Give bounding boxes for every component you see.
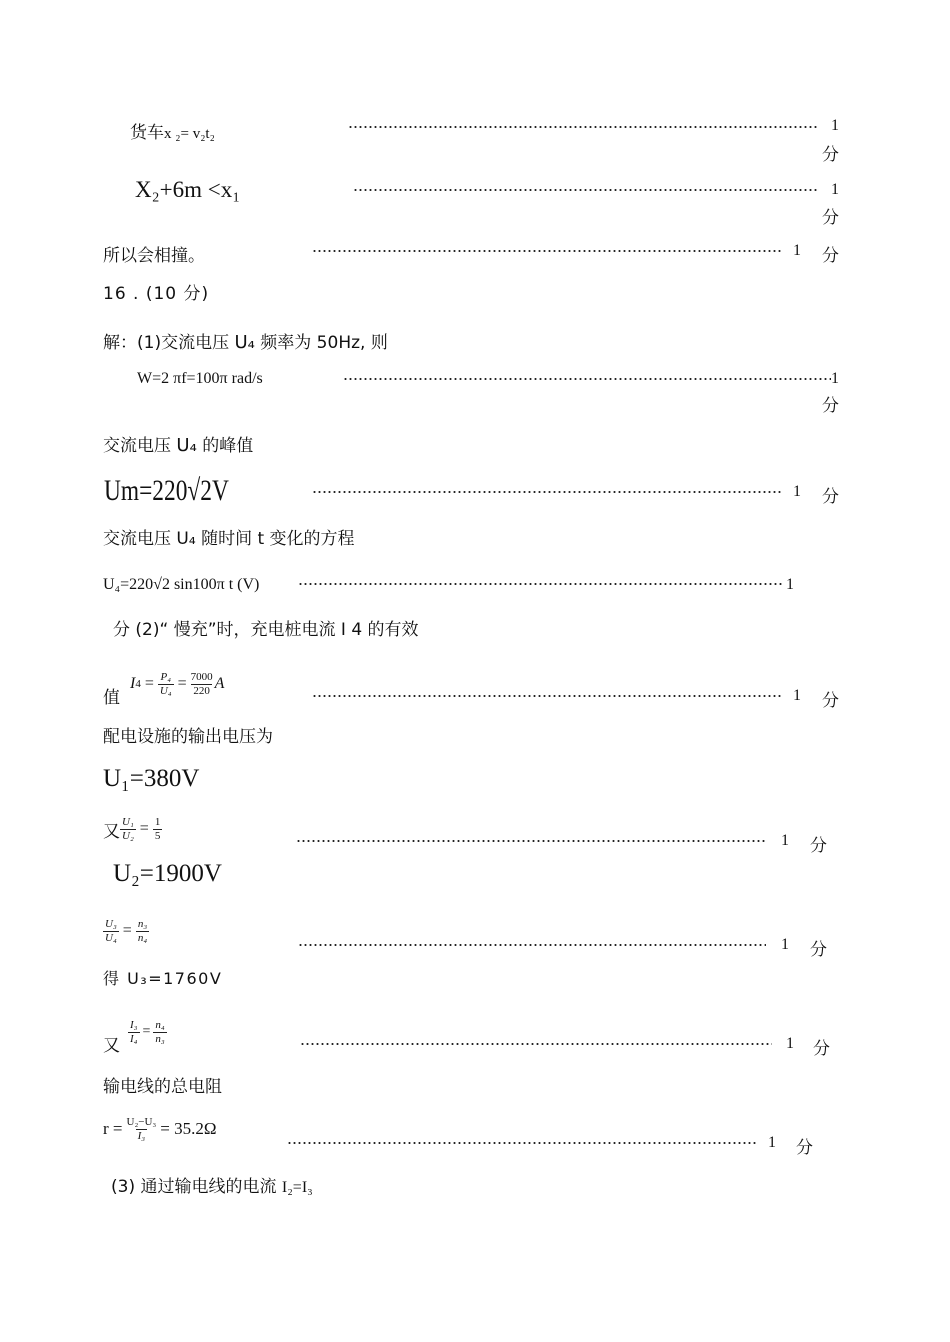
score-unit: 分 bbox=[822, 487, 839, 506]
score-unit: 分 bbox=[822, 691, 839, 710]
distribution-label: 配电设施的输出电压为 bbox=[103, 727, 273, 747]
ratio34-line: $\frac{\text{U₃}}{\text{U₄}}$ = $\frac{\text{n₃}}{\text{n₄}}$ bbox=[105, 917, 148, 944]
ratio34-left-fraction: $\frac{\text{U₃}}{\text{U₄}}$ bbox=[105, 917, 117, 944]
ratio12-prefix: 又 bbox=[103, 821, 120, 842]
i4-line: 值 I 4 = $\frac{\text{P₄}}{\text{U₄}}$ = $\frac{7000}{220}$ A bbox=[103, 670, 225, 708]
part3-text: (3) 通过输电线的电流 bbox=[111, 1177, 282, 1197]
u4-symbol: U₄ bbox=[176, 435, 197, 456]
resistance-fraction: $\frac{\text{U₂−U₃}}{\text{I₃}}$ bbox=[126, 1115, 157, 1142]
solution-part1-line bbox=[103, 328, 388, 353]
score-number: 1 bbox=[831, 181, 839, 198]
leader-dots bbox=[312, 491, 782, 493]
truck-expr: x ₂= v₂t₂ bbox=[164, 126, 215, 142]
i4-lhs-subscript: 4 bbox=[135, 678, 141, 690]
score-number: 1 bbox=[781, 936, 789, 953]
ratio12-line: 又 $\frac{\text{U₁}}{\text{U₂}}$ = $\frac{1}{5}$ bbox=[103, 815, 161, 842]
ratio-i-line: 又 $\frac{\text{I₃}}{\text{I₄}}$ = $\frac{\text{n₄}}{\text{n₃}}$ bbox=[103, 1018, 165, 1056]
leader-dots bbox=[287, 1142, 757, 1144]
score-unit: 分 bbox=[822, 396, 839, 415]
resistance-label: 输电线的总电阻 bbox=[103, 1077, 222, 1097]
truck-line bbox=[130, 118, 215, 143]
u2-expr: U₂=1900V bbox=[113, 860, 222, 887]
u3-result: 得 U₃=1760V bbox=[103, 969, 223, 988]
peak-label-text-a: 交流电压 bbox=[103, 436, 177, 456]
score-number: 1 bbox=[831, 370, 839, 387]
score-number: 1 bbox=[793, 483, 801, 500]
leader-dots bbox=[298, 583, 784, 585]
ratio34-right-fraction: $\frac{\text{n₃}}{\text{n₄}}$ bbox=[137, 917, 148, 944]
solution-part1-text-a: 解：(1)交流电压 bbox=[103, 333, 235, 353]
score-unit: 分 bbox=[810, 836, 827, 855]
score-number: 1 bbox=[786, 576, 794, 593]
score-unit: 分 bbox=[796, 1138, 813, 1157]
peak-label-text-b: 的峰值 bbox=[196, 436, 254, 456]
collide-text: 所以会相撞。 bbox=[103, 246, 205, 266]
solution-part1-text-b: 频率为 50Hz, 则 bbox=[254, 333, 388, 353]
ratio12-right-fraction: $\frac{1}{5}$ bbox=[154, 815, 161, 842]
compare-expr: X₂+6m <x₁ bbox=[135, 177, 241, 202]
slow-charge-text: 分 (2)“ 慢充”时，充电桩电流 I 4 的有效 bbox=[113, 620, 419, 640]
score-unit: 分 bbox=[822, 246, 839, 265]
i4-lhs: I bbox=[130, 675, 136, 692]
score-unit: 分 bbox=[822, 208, 839, 227]
truck-prefix: 货车 bbox=[130, 123, 164, 143]
u4-equation-expr: U₄=220√2 sin100π t (V) bbox=[103, 576, 260, 593]
resistance-lhs: r = bbox=[103, 1119, 123, 1138]
part3-line bbox=[111, 1172, 313, 1197]
leader-dots bbox=[296, 840, 766, 842]
leader-dots bbox=[298, 944, 766, 946]
leader-dots bbox=[312, 250, 782, 252]
ratio-i-left-fraction: $\frac{\text{I₃}}{\text{I₄}}$ bbox=[130, 1018, 138, 1045]
u4-symbol: U₄ bbox=[234, 332, 255, 353]
leader-dots bbox=[300, 1043, 772, 1045]
question-16-header: 16 . (10 分) bbox=[103, 284, 210, 304]
score-number: 1 bbox=[781, 832, 789, 849]
score-number: 1 bbox=[768, 1134, 776, 1151]
part3-expr: I₂=I₃ bbox=[281, 1179, 313, 1196]
score-number: 1 bbox=[793, 687, 801, 704]
equation-label: 交流电压 U₄ 随时间 t 变化的方程 bbox=[103, 529, 355, 549]
score-number: 1 bbox=[786, 1035, 794, 1052]
resistance-line bbox=[103, 1110, 217, 1148]
score-number: 1 bbox=[831, 117, 839, 134]
leader-dots bbox=[348, 126, 818, 128]
omega-expr: W=2 πf=100π rad/s bbox=[137, 370, 263, 387]
ratio-i-prefix: 又 bbox=[103, 1035, 120, 1056]
i4-unit: A bbox=[214, 675, 225, 692]
score-unit: 分 bbox=[813, 1039, 830, 1058]
score-unit: 分 bbox=[822, 145, 839, 164]
leader-dots bbox=[353, 189, 819, 191]
peak-label-line bbox=[103, 431, 253, 456]
um-expr: Um=220√2V bbox=[104, 474, 229, 507]
ratio12-left-fraction: $\frac{\text{U₁}}{\text{U₂}}$ bbox=[122, 815, 134, 842]
resistance-rhs: = 35.2Ω bbox=[160, 1119, 217, 1138]
i4-fraction-1: $\frac{\text{P₄}}{\text{U₄}}$ bbox=[159, 670, 172, 697]
i4-prefix: 值 bbox=[103, 687, 120, 708]
i4-fraction-2: $\frac{7000}{220}$ bbox=[190, 670, 213, 697]
score-number: 1 bbox=[793, 242, 801, 259]
ratio-i-right-fraction: $\frac{\text{n₄}}{\text{n₃}}$ bbox=[155, 1018, 165, 1045]
u1-expr: U₁=380V bbox=[103, 765, 200, 792]
leader-dots bbox=[343, 378, 831, 380]
leader-dots bbox=[312, 695, 782, 697]
score-unit: 分 bbox=[810, 940, 827, 959]
